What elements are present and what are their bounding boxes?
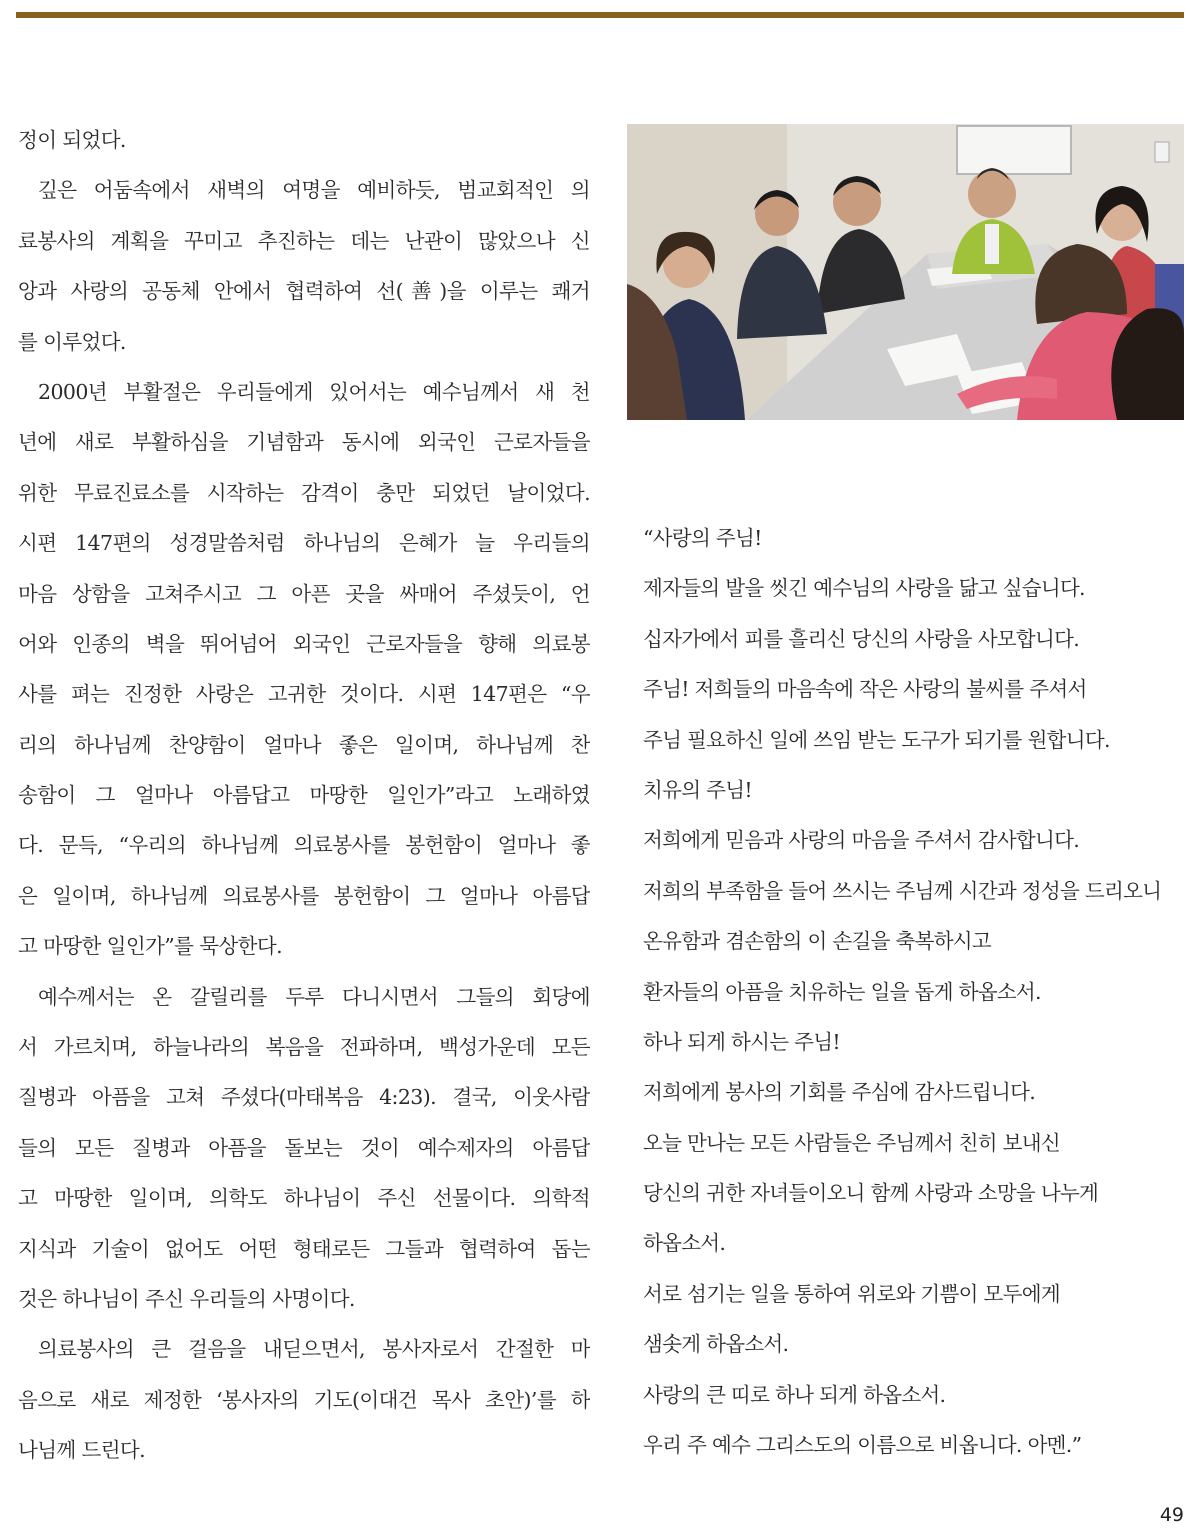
body-line: 나님께 드린다.: [18, 1438, 146, 1463]
top-rule: [16, 12, 1184, 18]
body-line: 서 가르치며, 하늘나라의 복음을 전파하며, 백성가운데 모든: [18, 1035, 590, 1060]
body-line: 질병과 아픔을 고쳐 주셨다(마태복음 4:23). 결국, 이웃사람: [18, 1085, 590, 1110]
prayer-line: 저희에게 믿음과 사랑의 마음을 주셔서 감사합니다.: [643, 828, 1080, 853]
body-line: 료봉사의 계획을 꾸미고 추진하는 데는 난관이 많았으나 신: [18, 228, 590, 253]
body-line: 정이 되었다.: [18, 128, 126, 152]
prayer-line: 저희에게 봉사의 기회를 주심에 감사드립니다.: [643, 1080, 1036, 1105]
body-line: 의료봉사의 큰 걸음을 내딛으면서, 봉사자로서 간절한 마: [38, 1337, 590, 1362]
body-line: 리의 하나님께 찬양함이 얼마나 좋은 일이며, 하나님께 찬: [18, 732, 590, 757]
prayer-line: 하나 되게 하시는 주님!: [643, 1029, 840, 1054]
prayer-line: 오늘 만나는 모든 사람들은 주님께서 친히 보내신: [643, 1130, 1060, 1155]
prayer-line: 주님! 저희들의 마음속에 작은 사랑의 불씨를 주셔서: [643, 677, 1087, 702]
body-line: 시편 147편의 성경말씀처럼 하나님의 은혜가 늘 우리들의: [18, 531, 590, 556]
prayer-line: “사랑의 주님!: [643, 526, 762, 550]
body-line: 어와 인종의 벽을 뛰어넘어 외국인 근로자들을 향해 의료봉: [18, 631, 590, 656]
page-number: 49: [1159, 1504, 1184, 1526]
body-line: 것은 하나님이 주신 우리들의 사명이다.: [18, 1286, 355, 1311]
body-line: 2000년 부활절은 우리들에게 있어서는 예수님께서 새 천: [38, 379, 590, 404]
volunteers-meeting-photo: [627, 124, 1184, 420]
body-line: 다. 문득, “우리의 하나님께 의료봉사를 봉헌함이 얼마나 좋: [18, 833, 590, 858]
body-line: 앙과 사랑의 공동체 안에서 협력하여 선(善)을 이루는 쾌거: [18, 279, 590, 304]
prayer-line: 사랑의 큰 띠로 하나 되게 하옵소서.: [643, 1382, 946, 1407]
prayer-text: [643, 513, 1188, 1470]
body-line: 년에 새로 부활하심을 기념함과 동시에 외국인 근로자들을: [18, 430, 590, 455]
prayer-line: 환자들의 아픔을 치유하는 일을 돕게 하옵소서.: [643, 979, 1041, 1004]
prayer-line: 제자들의 발을 씻긴 예수님의 사랑을 닮고 싶습니다.: [643, 576, 1085, 601]
prayer-line: 주님 필요하신 일에 쓰임 받는 도구가 되기를 원합니다.: [643, 727, 1110, 752]
body-line: 은 일이며, 하나님께 의료봉사를 봉헌함이 그 얼마나 아름답: [18, 883, 590, 908]
article-body: [18, 115, 590, 1476]
body-line: 위한 무료진료소를 시작하는 감격이 충만 되었던 날이었다.: [18, 480, 590, 505]
body-line: 고 마땅한 일이며, 의학도 하나님이 주신 선물이다. 의학적: [18, 1186, 590, 1211]
body-line: 깊은 어둠속에서 새벽의 여명을 예비하듯, 범교회적인 의: [38, 178, 590, 203]
body-line: 마음 상함을 고쳐주시고 그 아픈 곳을 싸매어 주셨듯이, 언: [18, 581, 590, 606]
body-line: 지식과 기술이 없어도 어떤 형태로든 그들과 협력하여 돕는: [18, 1236, 590, 1261]
body-line: 송함이 그 얼마나 아름답고 마땅한 일인가”라고 노래하였: [18, 783, 590, 808]
prayer-line: 서로 섬기는 일을 통하여 위로와 기쁨이 모두에게: [643, 1281, 1060, 1306]
prayer-line: 온유함과 겸손함의 이 손길을 축복하시고: [643, 929, 992, 954]
prayer-line: 치유의 주님!: [643, 777, 752, 802]
prayer-line: 십자가에서 피를 흘리신 당신의 사랑을 사모합니다.: [643, 626, 1080, 651]
body-line: 예수께서는 온 갈릴리를 두루 다니시면서 그들의 회당에: [38, 984, 590, 1009]
body-line: 들의 모든 질병과 아픔을 돌보는 것이 예수제자의 아름답: [18, 1135, 590, 1160]
body-line: 고 마땅한 일인가”를 묵상한다.: [18, 934, 282, 959]
prayer-line: 우리 주 예수 그리스도의 이름으로 비옵니다. 아멘.”: [643, 1433, 1082, 1458]
prayer-line: 하옵소서.: [643, 1231, 726, 1256]
prayer-line: 당신의 귀한 자녀들이오니 함께 사랑과 소망을 나누게: [643, 1181, 1099, 1206]
body-line: 음으로 새로 제정한 ‘봉사자의 기도(이대건 목사 초안)’를 하: [18, 1387, 590, 1412]
prayer-line: 샘솟게 하옵소서.: [643, 1332, 789, 1357]
prayer-line: 저희의 부족함을 들어 쓰시는 주님께 시간과 정성을 드리오니: [643, 878, 1162, 903]
body-line: 사를 펴는 진정한 사랑은 고귀한 것이다. 시편 147편은 “우: [18, 682, 590, 707]
body-line: 를 이루었다.: [18, 329, 126, 354]
